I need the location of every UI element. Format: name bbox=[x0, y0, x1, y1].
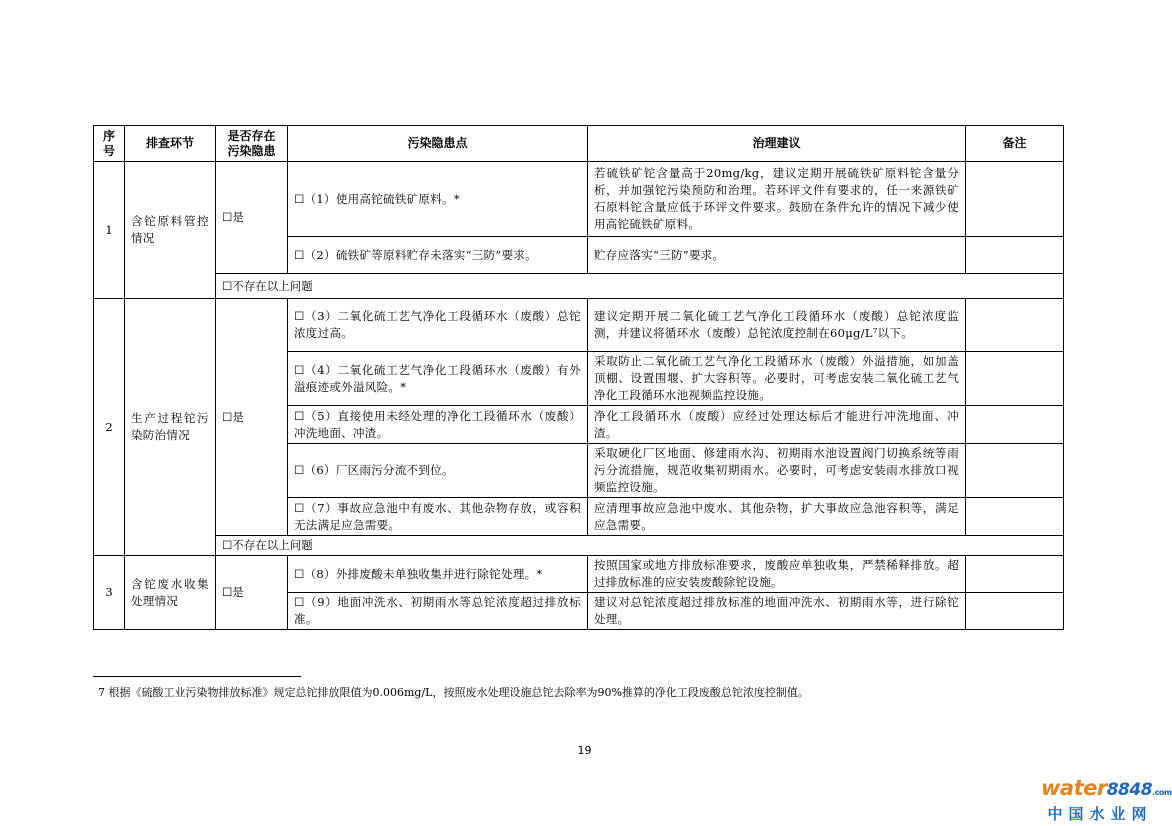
risk-point-checkbox[interactable]: ☐（6）厂区雨污分流不到位。 bbox=[288, 444, 588, 498]
remark-cell bbox=[966, 237, 1064, 274]
remark-cell bbox=[966, 352, 1064, 406]
remark-cell bbox=[966, 498, 1064, 536]
risk-point-checkbox[interactable]: ☐（3）二氧化硫工艺气净化工段循环水（废酸）总铊浓度过高。 bbox=[288, 299, 588, 352]
seq-cell: 1 bbox=[94, 162, 125, 299]
logo-number: 8848 bbox=[1106, 780, 1153, 800]
risk-point-checkbox[interactable]: ☐（1）使用高铊硫铁矿原料。* bbox=[288, 162, 588, 237]
table-row bbox=[94, 536, 1064, 556]
seq-cell: 3 bbox=[94, 556, 125, 630]
advice-cell: 应清理事故应急池中废水、其他杂物，扩大事故应急池容积等，满足应急需要。 bbox=[588, 498, 966, 536]
table-row bbox=[94, 299, 1064, 352]
table-row bbox=[94, 556, 1064, 593]
footnote-divider bbox=[93, 676, 301, 677]
seq-cell: 2 bbox=[94, 299, 125, 556]
remark-cell bbox=[966, 162, 1064, 237]
page-number: 19 bbox=[577, 744, 592, 757]
section-cell: 含铊原料管控情况 bbox=[125, 162, 216, 299]
header-point: 污染隐患点 bbox=[288, 126, 588, 162]
header-section: 排查环节 bbox=[125, 126, 216, 162]
yes-checkbox[interactable]: ☐是 bbox=[216, 162, 288, 274]
yes-checkbox[interactable]: ☐是 bbox=[216, 556, 288, 630]
advice-cell: 净化工段循环水（废酸）应经过处理达标后才能进行冲洗地面、冲渣。 bbox=[588, 406, 966, 444]
section-cell: 含铊废水收集处理情况 bbox=[125, 556, 216, 630]
advice-cell: 建议定期开展二氧化硫工艺气净化工段循环水（废酸）总铊浓度监测，并建议将循环水（废酸）总铊浓度控制在60μg/L⁷以下。 bbox=[588, 299, 966, 352]
remark-cell bbox=[966, 444, 1064, 498]
risk-point-checkbox[interactable]: ☐（5）直接使用未经处理的净化工段循环水（废酸）冲洗地面、冲渣。 bbox=[288, 406, 588, 444]
risk-point-checkbox[interactable]: ☐（7）事故应急池中有废水、其他杂物存放，或容积无法满足应急需要。 bbox=[288, 498, 588, 536]
yes-checkbox[interactable]: ☐是 bbox=[216, 299, 288, 536]
risk-point-checkbox[interactable]: ☐（4）二氧化硫工艺气净化工段循环水（废酸）有外溢痕迹或外溢风险。* bbox=[288, 352, 588, 406]
logo-wordmark bbox=[1041, 776, 1172, 804]
none-checkbox[interactable]: ☐不存在以上问题 bbox=[216, 536, 1064, 556]
risk-point-checkbox[interactable]: ☐（9）地面冲洗水、初期雨水等总铊浓度超过排放标准。 bbox=[288, 593, 588, 630]
table-row bbox=[94, 162, 1064, 237]
header-advice: 治理建议 bbox=[588, 126, 966, 162]
header-exists: 是否存在污染隐患 bbox=[216, 126, 288, 162]
pollution-risk-table bbox=[93, 125, 1064, 630]
header-remark: 备注 bbox=[966, 126, 1064, 162]
advice-cell: 若硫铁矿铊含量高于20mg/kg，建议定期开展硫铁矿原料铊含量分析，并加强铊污染预防和治理。若环评文件有要求的，任一来源铁矿石原料铊含量应低于环评文件要求。鼓励在条件允许的情况下减少使用高铊硫铁矿原料。 bbox=[588, 162, 966, 237]
advice-cell: 按照国家或地方排放标准要求，废酸应单独收集，严禁稀释排放。超过排放标准的应安装废酸除铊设施。 bbox=[588, 556, 966, 593]
remark-cell bbox=[966, 593, 1064, 630]
risk-point-checkbox[interactable]: ☐（8）外排废酸未单独收集并进行除铊处理。* bbox=[288, 556, 588, 593]
advice-cell: 采取防止二氧化硫工艺气净化工段循环水（废酸）外溢措施，如加盖顶棚、设置围堰、扩大容积等。必要时，可考虑安装二氧化硫工艺气净化工段循环水池视频监控设施。 bbox=[588, 352, 966, 406]
table-header-row bbox=[94, 126, 1064, 162]
water8848-logo[interactable] bbox=[1041, 776, 1172, 824]
section-cell: 生产过程铊污染防治情况 bbox=[125, 299, 216, 556]
remark-cell bbox=[966, 556, 1064, 593]
table-row bbox=[94, 274, 1064, 299]
none-checkbox[interactable]: ☐不存在以上问题 bbox=[216, 274, 1064, 299]
remark-cell bbox=[966, 406, 1064, 444]
footnote: 7 根据《硫酸工业污染物排放标准》规定总铊排放限值为0.006mg/L，按照废水处理设施总铊去除率为90%推算的净化工段废酸总铊浓度控制值。 bbox=[98, 686, 809, 699]
logo-word: water bbox=[1041, 776, 1107, 800]
remark-cell bbox=[966, 299, 1064, 352]
logo-subtitle: 中国水业网 bbox=[1047, 805, 1153, 823]
logo-domain: .com bbox=[1152, 788, 1172, 797]
advice-cell: 采取硬化厂区地面、修建雨水沟、初期雨水池设置阀门切换系统等雨污分流措施，规范收集初期雨水。必要时，可考虑安装雨水排放口视频监控设施。 bbox=[588, 444, 966, 498]
advice-cell: 贮存应落实“三防”要求。 bbox=[588, 237, 966, 274]
risk-point-checkbox[interactable]: ☐（2）硫铁矿等原料贮存未落实“三防”要求。 bbox=[288, 237, 588, 274]
header-seq: 序号 bbox=[94, 126, 125, 162]
advice-cell: 建议对总铊浓度超过排放标准的地面冲洗水、初期雨水等，进行除铊处理。 bbox=[588, 593, 966, 630]
